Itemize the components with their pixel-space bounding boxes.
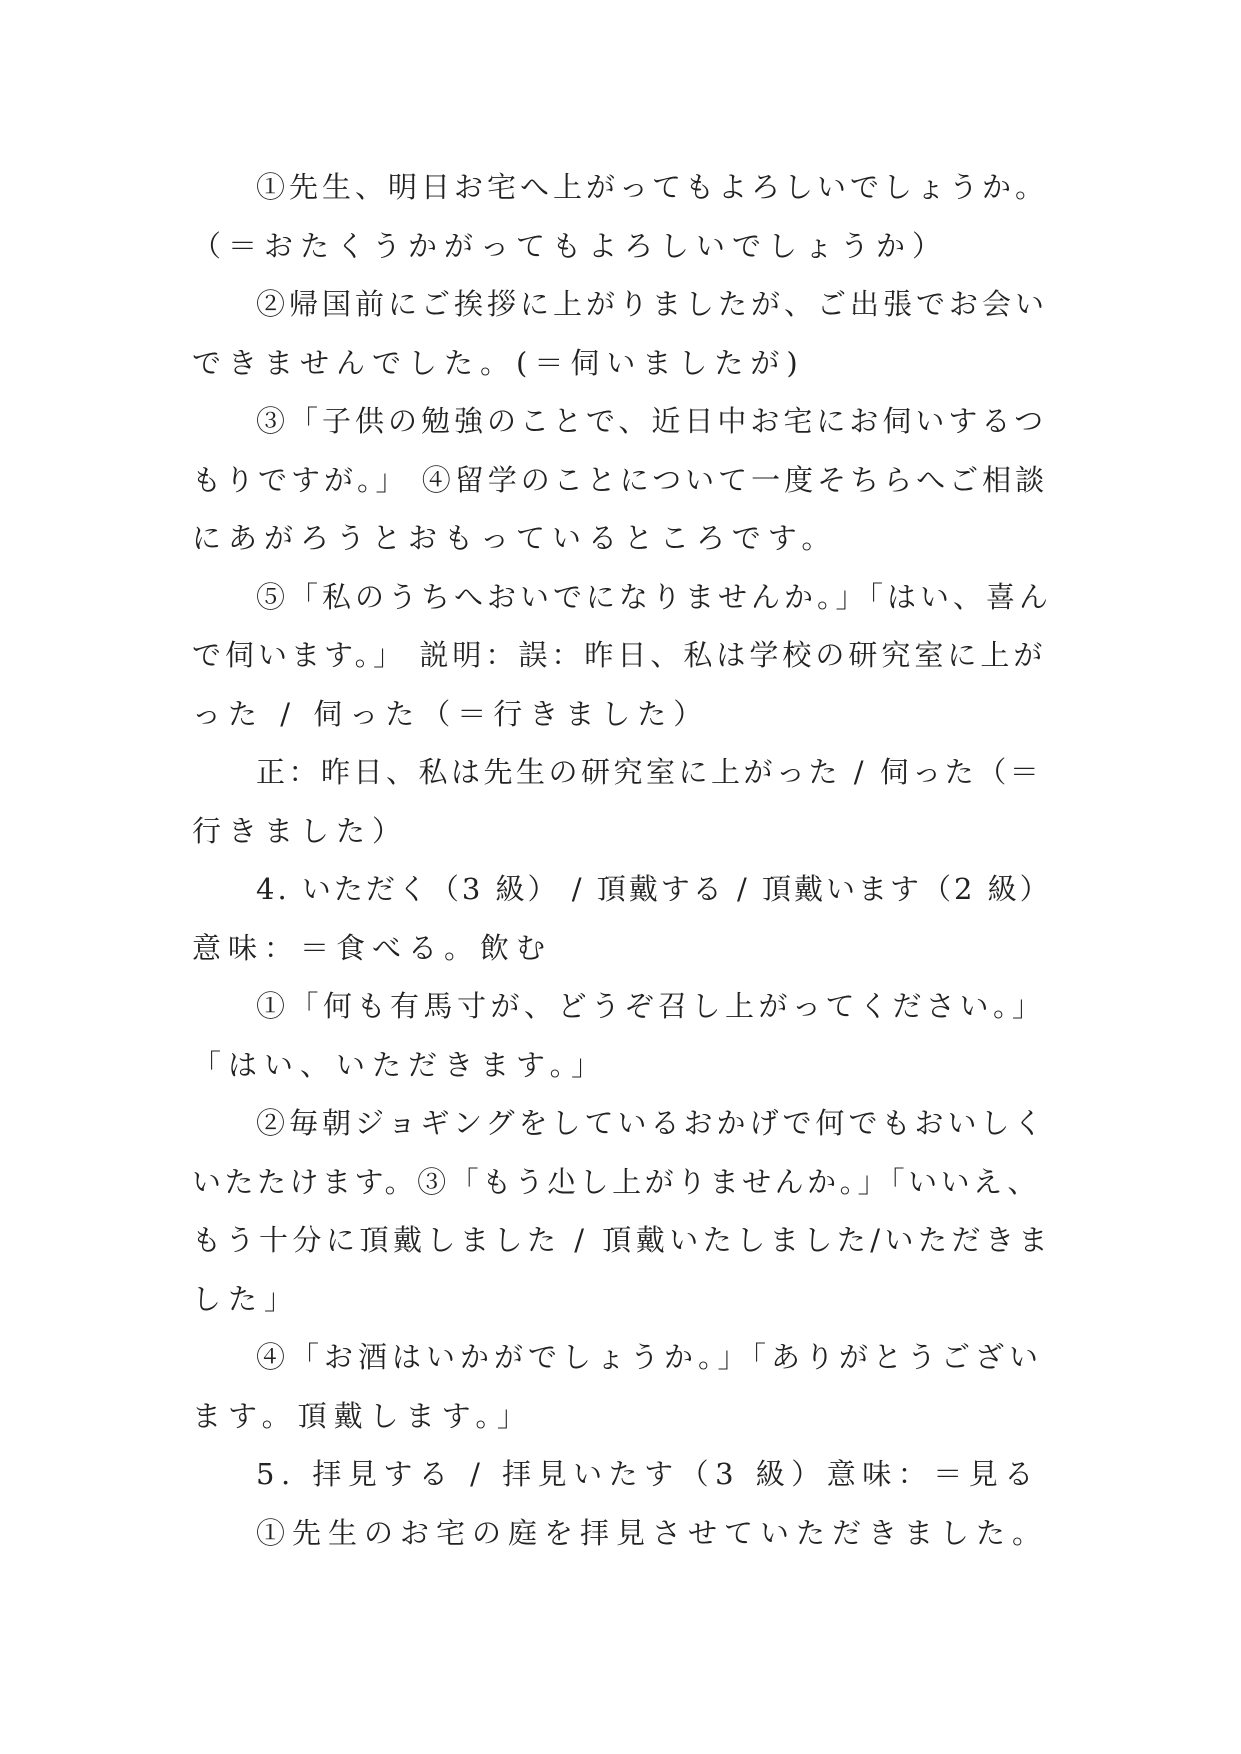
text-line: 正：昨日、私は先生の研究室に上がった / 伺った（＝ xyxy=(256,755,1043,789)
text-line: ①先生のお宅の庭を拝見させていただきました。 xyxy=(256,1515,1049,1550)
text-line: ①「何も有馬寸が、どうぞ召し上がってください。」 xyxy=(256,989,1046,1023)
text-line: ます。頂戴します。」 xyxy=(192,1398,533,1433)
text-line: ①先生、明日お宅へ上がってもよろしいでしょうか。 xyxy=(256,170,1049,204)
text-line: 行きました） xyxy=(192,813,409,848)
text-line: した」 xyxy=(192,1281,301,1316)
text-line: もりですが。」 ④留学のことについて一度そちらへご相談 xyxy=(192,462,1049,497)
text-line: 4. いただく（3 級） / 頂戴する / 頂戴います（2 級） xyxy=(256,872,1052,906)
text-line: ⑤「私のうちへおいでになりませんか。」「はい、喜ん xyxy=(256,579,1053,614)
text-line: ②帰国前にご挨拶に上がりましたが、ご出張でお会い xyxy=(256,287,1049,321)
text-line: ④「お酒はいかがでしょうか。」「ありがとうござい xyxy=(256,1340,1044,1374)
text-line: 「はい、いただきます。」 xyxy=(192,1047,608,1082)
text-line: った / 伺った（＝行きました） xyxy=(192,696,710,731)
text-line: 5. 拝見する / 拝見いたす（3 級）意味：＝見る xyxy=(256,1457,1040,1491)
text-line: ②毎朝ジョギングをしているおかげで何でもおいしく xyxy=(256,1106,1047,1140)
text-line: 意味：＝食べる。飲む xyxy=(192,930,553,965)
text-line: できませんでした。(＝伺いましたが) xyxy=(192,345,805,380)
text-line: いたたけます。③「もう尐し上がりませんか。」「いいえ、 xyxy=(192,1164,1040,1199)
text-line: にあがろうとおもっているところです。 xyxy=(192,521,838,555)
text-line: ③「子供の勉強のことで、近日中お宅にお伺いするつ xyxy=(256,404,1048,438)
document-body xyxy=(192,158,1052,1562)
text-line: （＝おたくうかがってもよろしいでしょうか） xyxy=(192,228,949,263)
text-line: で伺います。」 説明：誤：昨日、私は学校の研究室に上が xyxy=(192,638,1047,672)
text-line: もう十分に頂戴しました / 頂戴いたしました/いただきま xyxy=(192,1223,1052,1257)
